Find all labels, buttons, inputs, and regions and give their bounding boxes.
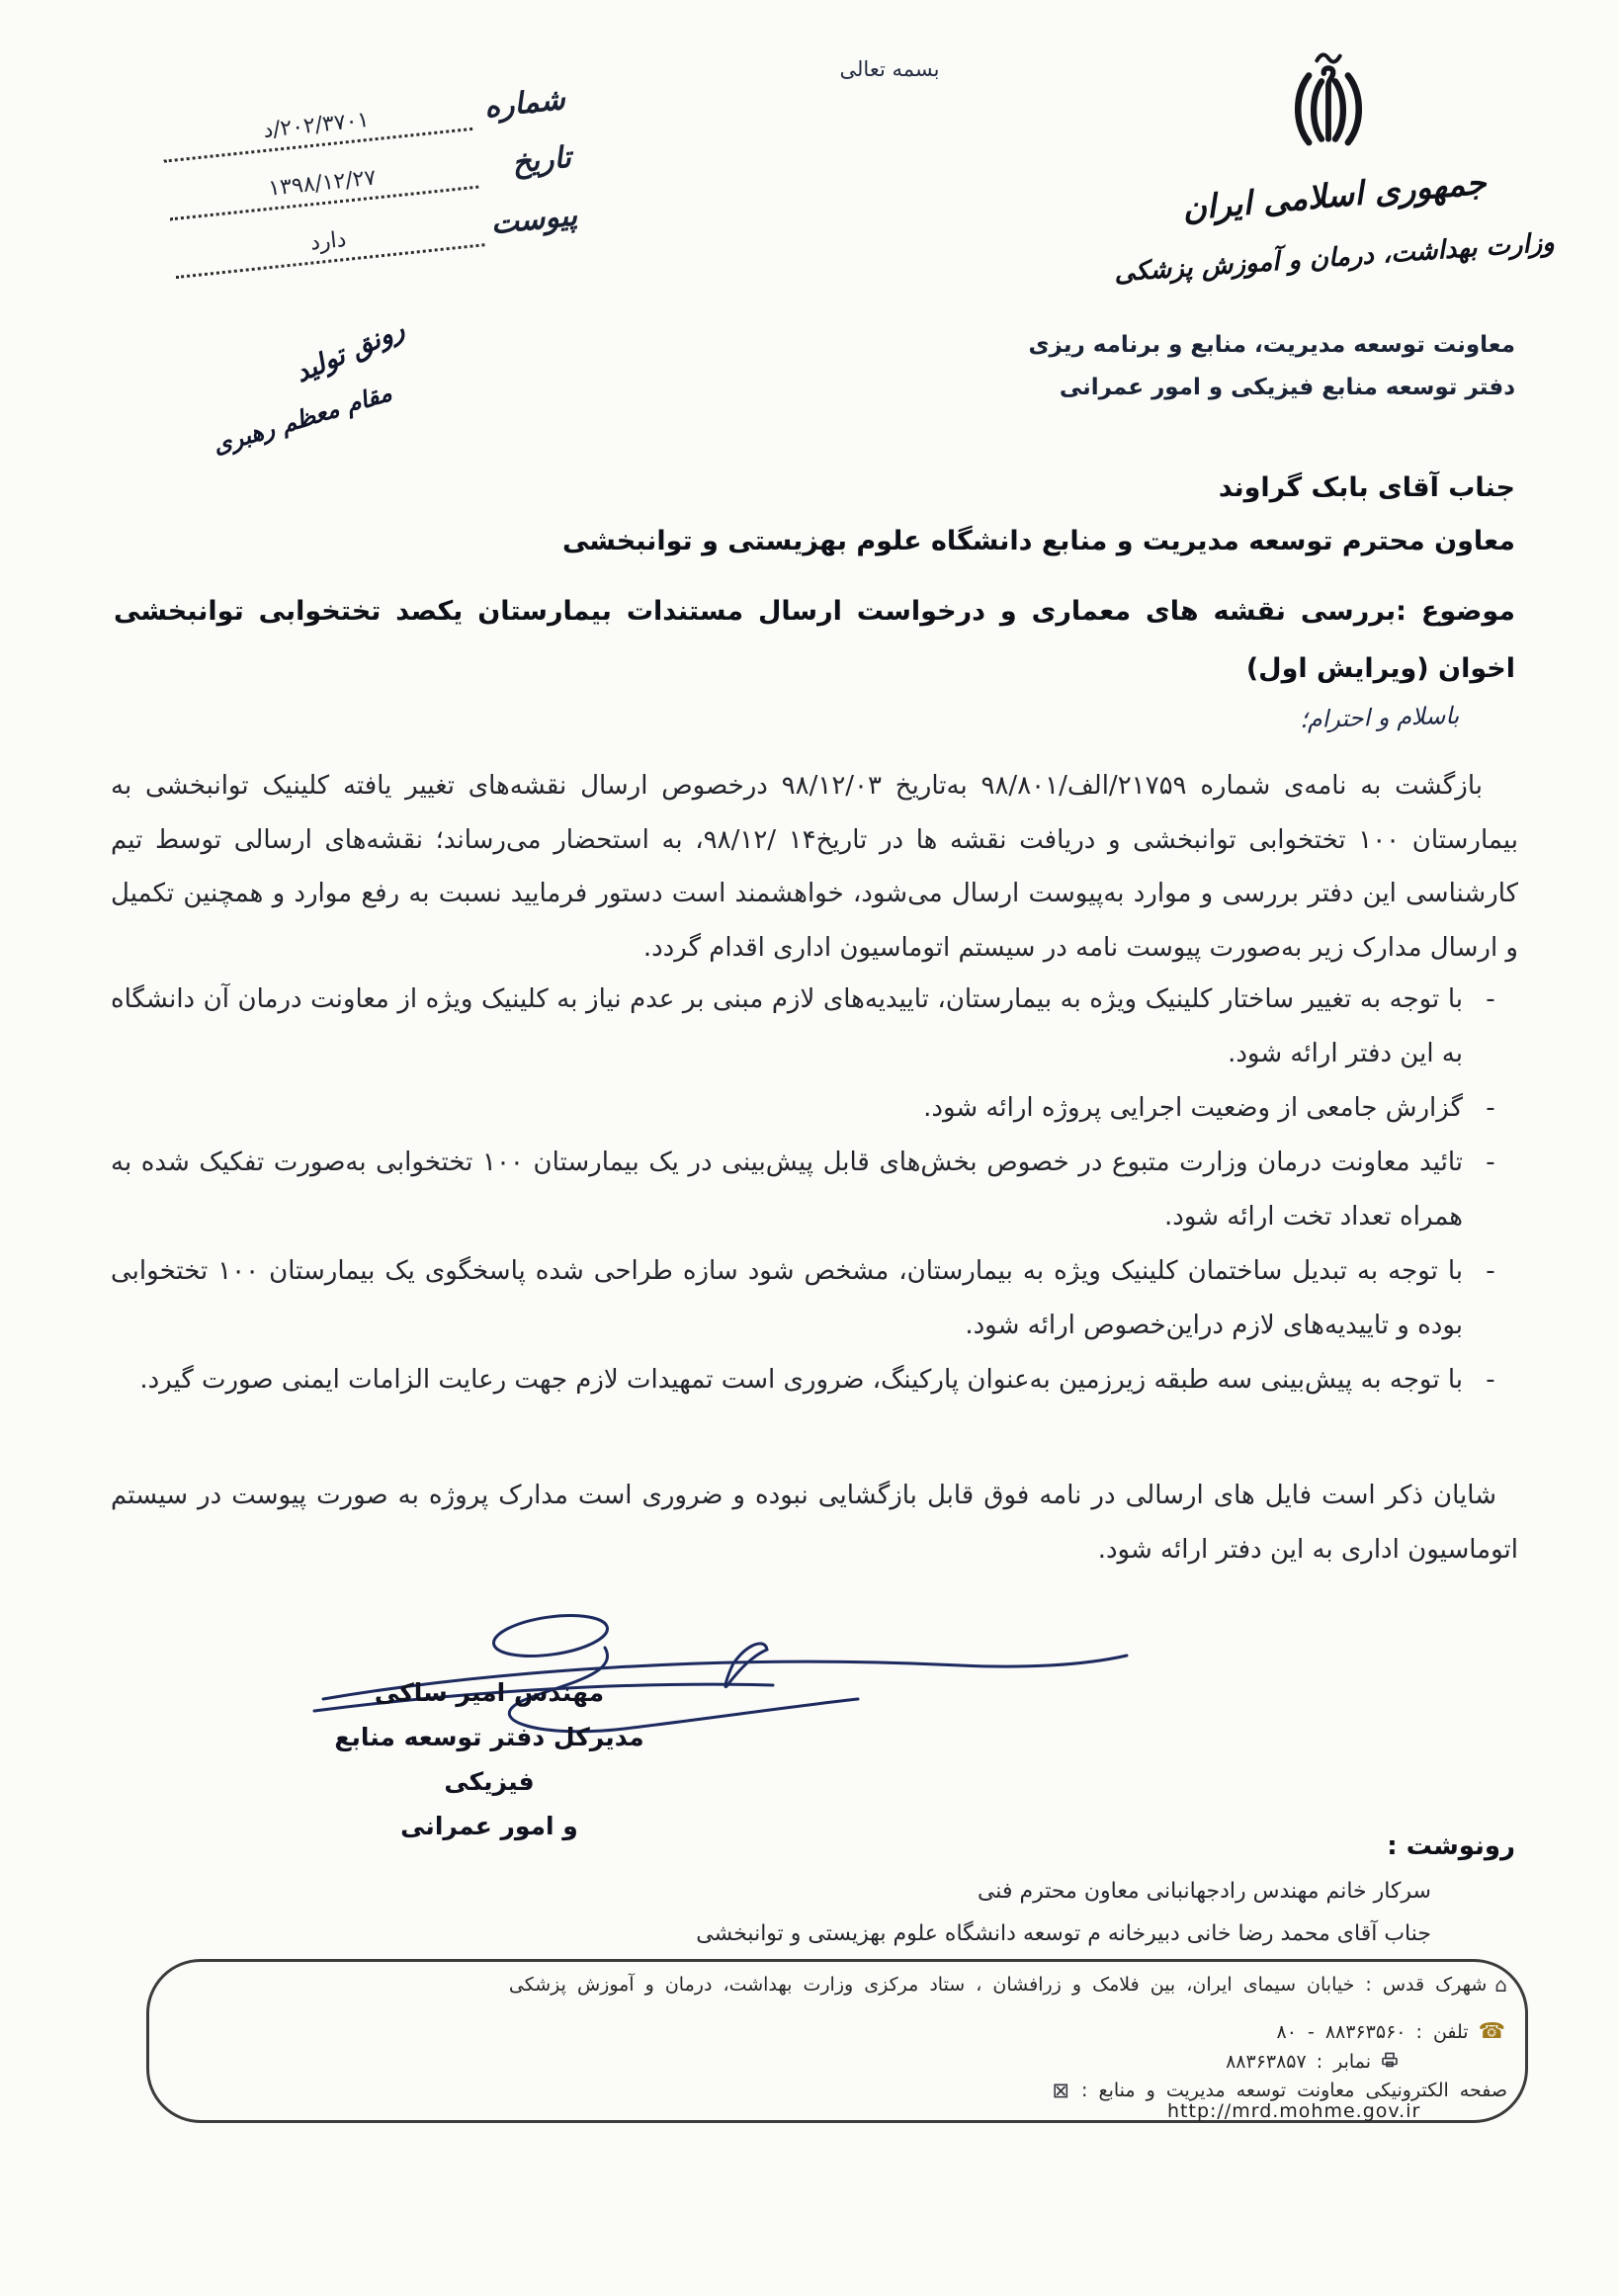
list-item-text: با توجه به پیش‌بینی سه طبقه زیرزمین به‌عنوان پارکینگ، ضروری است تمهیدات لازم جهت رعایت الزامات ایمنی صورت گیرد. <box>139 1365 1463 1395</box>
list-item-text: گزارش جامعی از وضعیت اجرایی پروژه ارائه شود. <box>923 1093 1463 1123</box>
fax-label: نمابر : <box>1316 2051 1371 2073</box>
signatory-block <box>321 1670 657 1848</box>
letter-meta-stamp <box>160 82 581 298</box>
phone-icon: ☎ <box>1478 2019 1507 2044</box>
iran-emblem-icon <box>1270 44 1387 183</box>
deputy-office-block <box>1028 324 1515 409</box>
recipient-block <box>562 472 1515 556</box>
list-item-text: با توجه به تبدیل ساختمان کلینیک ویژه به بیمارستان، مشخص شود سازه طراحی شده پاسخگوی یک بیمارستان ۱۰۰ تختخوابی بوده و تاییدیه‌های لازم دراین‌خصوص ارائه شود. <box>111 1256 1463 1340</box>
cc-label: رونوشت : <box>1387 1831 1515 1861</box>
signatory-title-2: و امور عمرانی <box>400 1812 578 1840</box>
requirements-list <box>111 973 1518 1407</box>
recipient-name: جناب آقای بابک گراوند <box>1218 472 1515 503</box>
deputy-line1: معاونت توسعه مدیریت، منابع و برنامه ریزی <box>1028 332 1515 358</box>
date-value: ۱۳۹۸/۱۲/۲۷ <box>167 155 479 221</box>
number-value: ۲۰۲/۳۷۰۱/د <box>160 97 472 163</box>
list-item <box>111 1136 1518 1244</box>
phone-value: ۸۰ - ۸۸۳۶۳۵۶۰ <box>1276 2020 1406 2043</box>
footer-contact-box <box>146 1959 1528 2123</box>
cc-list <box>696 1870 1431 1955</box>
fax-icon <box>1381 2051 1399 2073</box>
signatory-name: مهندس امیر ساکی <box>374 1678 605 1707</box>
fax-line <box>1226 2051 1399 2073</box>
website-line <box>1052 2079 1507 2102</box>
phone-line <box>1277 2019 1508 2044</box>
subject-line: موضوع :بررسی نقشه های معماری و درخواست ارسال مستندات بیمارستان یکصد تختخوابی توانبخشی اخوان (ویرایش اول) <box>114 596 1515 684</box>
dash-marker: - <box>1486 984 1495 1014</box>
bismillah-text: بسمه تعالی <box>839 57 940 81</box>
slogan-attribution-handwriting: مقام معظم رهبری <box>210 379 395 460</box>
list-item <box>111 1353 1518 1407</box>
cc-item: سرکار خانم مهندس رادجهانبانی معاون محترم فنی <box>977 1879 1431 1904</box>
list-item-text: با توجه به تغییر ساختار کلینیک ویژه به بیمارستان، تاییدیه‌های لازم مبنی بر عدم نیاز به کلینیک ویژه از معاونت درمان آن دانشگاه به این دفتر ارائه شود. <box>111 984 1463 1068</box>
dash-marker: - <box>1486 1256 1495 1286</box>
date-label: تاریخ <box>510 139 573 181</box>
body-paragraph-1: بازگشت به نامه‌ی شماره ۲۱۷۵۹/الف/۹۸/۸۰۱ به‌تاریخ ۹۸/۱۲/۰۳ درخصوص ارسال نقشه‌های تغییر یافته کلینیک توانبخشی به بیمارستان ۱۰۰ تختخوابی توانبخشی و دریافت نقشه ها در تاریخ۱۴ /۹۸/۱۲، به استحضار می‌رساند؛ نقشه‌های ارسالی توسط تیم کارشناسی این دفتر بررسی و موارد به‌پیوست ارسال می‌شود، خواهشمند است دستور فرمایید نسبت به رفع موارد و همچنین تکمیل و ارسال مدارک زیر به‌صورت پیوست نامه در سیستم اتوماسیون اداری اقدام گردد. <box>111 771 1518 963</box>
closing-paragraph: شایان ذکر است فایل های ارسالی در نامه فوق قابل بازگشایی نبوده و ضروری است مدارک پروژه به صورت پیوست در سیستم اتوماسیون اداری به این دفتر ارائه شود. <box>111 1481 1518 1565</box>
list-item <box>111 1244 1518 1353</box>
signatory-title-1: مدیرکل دفتر توسعه منابع فیزیکی <box>334 1723 644 1796</box>
attachment-label: پیوست <box>488 198 579 242</box>
envelope-icon: ⊠ <box>1052 2079 1072 2102</box>
list-item <box>111 973 1518 1081</box>
list-item <box>111 1081 1518 1136</box>
salutation-handwriting: باسلام و احترام؛ <box>1299 701 1460 734</box>
website-label: صفحه الکترونیکی معاونت توسعه مدیریت و منابع : <box>1081 2080 1507 2101</box>
attachment-value: دارد <box>173 213 485 279</box>
number-label: شماره <box>482 82 567 126</box>
dash-marker: - <box>1486 1093 1495 1123</box>
dash-marker: - <box>1486 1365 1495 1395</box>
address-text: شهرک قدس : خیابان سیمای ایران، بین فلامک و زرافشان ، ستاد مرکزی وزارت بهداشت، درمان و آموزش پزشکی <box>508 1974 1488 1996</box>
ministry-title: وزارت بهداشت، درمان و آموزش پزشکی <box>1113 227 1556 289</box>
dash-marker: - <box>1486 1148 1495 1177</box>
cc-item: جناب آقای محمد رضا خانی دبیرخانه م توسعه دانشگاه علوم بهزیستی و توانبخشی <box>696 1921 1431 1946</box>
deputy-line2: دفتر توسعه منابع فیزیکی و امور عمرانی <box>1059 375 1515 400</box>
year-slogan-handwriting: رونق تولید <box>290 313 409 389</box>
phone-label: تلفن : <box>1415 2020 1469 2043</box>
recipient-title: معاون محترم توسعه مدیریت و منابع دانشگاه علوم بهزیستی و توانبخشی <box>561 526 1515 556</box>
republic-title: جمهوری اسلامی ایران <box>1180 162 1489 228</box>
address-line <box>180 1970 1509 1999</box>
building-icon: ⌂ <box>1494 1973 1509 1997</box>
list-item-text: تائید معاونت درمان وزارت متبوع در خصوص بخش‌های قابل پیش‌بینی در یک بیمارستان ۱۰۰ تختخوابی به‌صورت تفکیک شده به همراه تعداد تخت ارائه شود. <box>111 1148 1463 1232</box>
fax-value: ۸۸۳۶۳۸۵۷ <box>1226 2051 1307 2073</box>
website-url: http://mrd.mohme.gov.ir <box>1167 2100 1421 2122</box>
